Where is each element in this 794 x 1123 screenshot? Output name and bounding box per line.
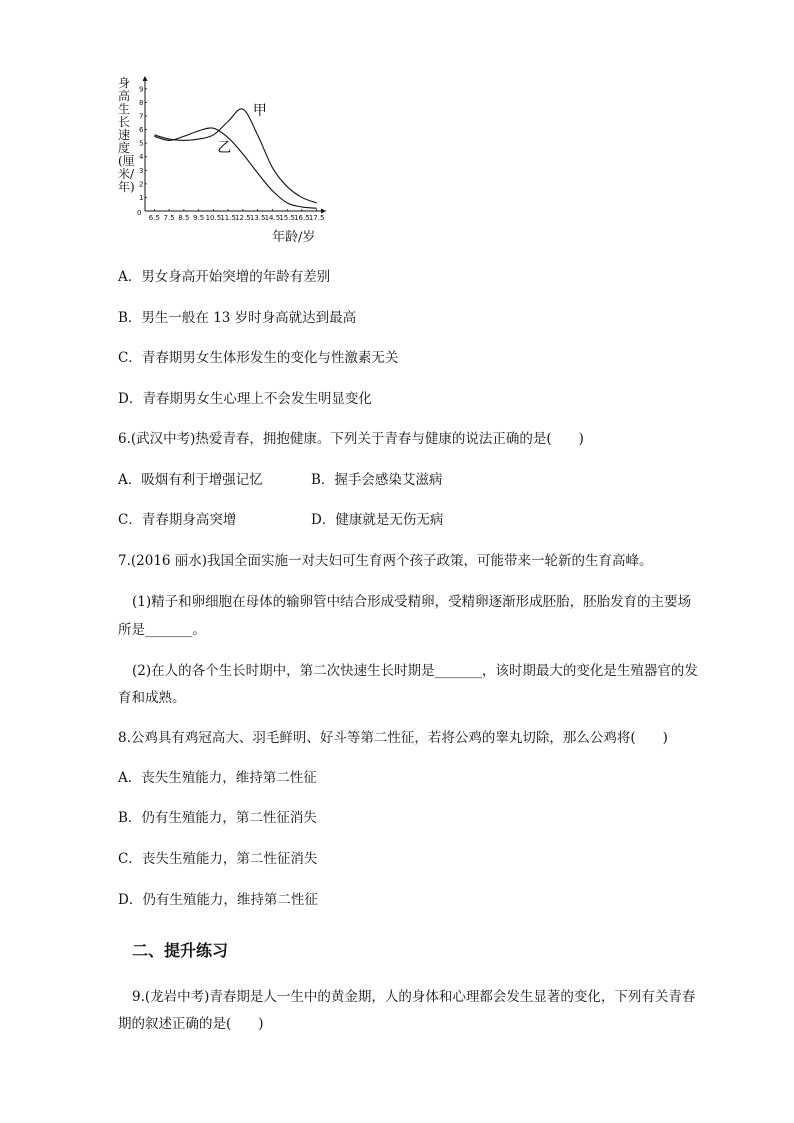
y-axis-arrow [143, 76, 148, 81]
section-heading: 二、提升练习 [132, 941, 229, 960]
x-tick-label: 17.5 [308, 214, 325, 222]
y-tick-label: 2 [139, 180, 144, 189]
y-tick-label: 6 [139, 126, 144, 135]
y-tick-label: 7 [139, 112, 144, 121]
chart-y-axis-label: 身高生长速度(厘米/年) [118, 76, 135, 194]
q5-option-c: C．青春期男女生体形发生的变化与性激素无关 [118, 350, 399, 366]
q7-part1-line2: 所是_______。 [118, 622, 206, 638]
q9-stem-line2: 期的叙述正确的是( ) [118, 1016, 264, 1032]
x-tick-label: 6.5 [148, 214, 160, 222]
x-tick-label: 8.5 [178, 214, 190, 222]
growth-velocity-chart [112, 72, 337, 247]
series-label-jia: 甲 [252, 103, 267, 120]
x-tick-label: 15.5 [279, 214, 295, 222]
q8-option-c: C．丧失生殖能力，第二性征消失 [118, 851, 318, 867]
q8-stem: 8.公鸡具有鸡冠高大、羽毛鲜明、好斗等第二性征，若将公鸡的睾丸切除，那么公鸡将( ) [118, 730, 668, 746]
x-tick-label: 12.5 [235, 214, 251, 222]
q8-option-a: A．丧失生殖能力，维持第二性征 [118, 770, 317, 786]
q5-option-a: A．男女身高开始突增的年龄有差别 [118, 269, 331, 285]
y-tick-label: 5 [139, 139, 144, 148]
q6-option-d: D．健康就是无伤无病 [311, 512, 444, 528]
x-tick-label: 9.5 [193, 214, 205, 222]
q6-option-b: B．握手会感染艾滋病 [311, 472, 443, 488]
q6-option-a: A．吸烟有利于增强记忆 [118, 472, 263, 488]
q5-option-b: B．男生一般在 13 岁时身高就达到最高 [118, 310, 357, 326]
y-tick-label: 3 [139, 166, 144, 175]
q7-part2-line2: 育和成熟。 [118, 690, 186, 706]
q7-part2-line1: (2)在人的各个生长时期中，第二次快速生长时期是_______，该时期最大的变化是生殖器官的发 [132, 663, 698, 679]
x-tick-label: 16.5 [294, 214, 310, 222]
q8-option-b: B．仍有生殖能力，第二性征消失 [118, 810, 317, 826]
q6-stem: 6.(武汉中考)热爱青春，拥抱健康。下列关于青春与健康的说法正确的是( ) [118, 431, 584, 447]
series-line-jia [154, 109, 316, 203]
chart-x-axis-label: 年龄/岁 [272, 230, 316, 245]
x-axis-arrow [321, 209, 326, 214]
x-tick-label: 13.5 [249, 214, 266, 222]
y-tick-label: 1 [139, 193, 144, 202]
q9-stem-line1: 9.(龙岩中考)青春期是人一生中的黄金期，人的身体和心理都会发生显著的变化，下列有关青春 [132, 989, 696, 1005]
y-tick-label: 4 [139, 153, 144, 162]
x-tick-label: 10.5 [205, 214, 222, 222]
x-tick-label: 14.5 [264, 214, 281, 222]
x-tick-label: 11.5 [220, 214, 236, 222]
series-label-yi: 乙 [217, 140, 232, 157]
q7-stem: 7.(2016 丽水)我国全面实施一对夫妇可生育两个孩子政策，可能带来一轮新的生育高峰。 [118, 553, 653, 569]
y-tick-label: 9 [139, 85, 144, 94]
q8-option-d: D．仍有生殖能力，维持第二性征 [118, 892, 318, 908]
origin-label: 0 [137, 209, 142, 217]
y-tick-label: 8 [139, 98, 144, 107]
q6-option-c: C．青春期身高突增 [118, 512, 237, 528]
q5-option-d: D．青春期男女生心理上不会发生明显变化 [118, 391, 372, 407]
q7-part1-line1: (1)精子和卵细胞在母体的输卵管中结合形成受精卵，受精卵逐渐形成胚胎，胚胎发育的主要场 [132, 594, 692, 610]
x-tick-label: 7.5 [163, 214, 175, 222]
